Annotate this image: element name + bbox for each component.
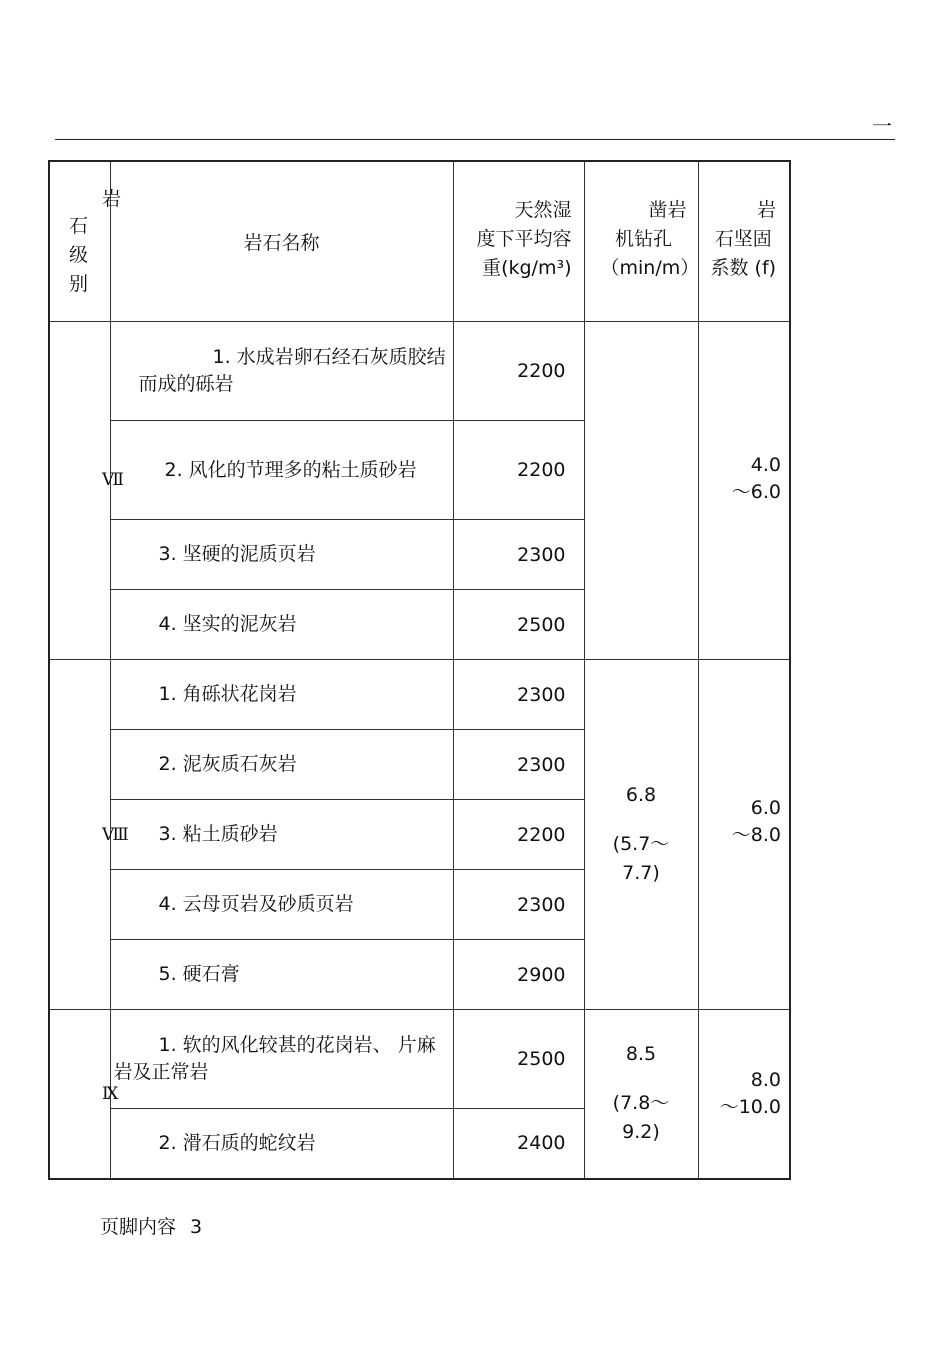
header-weight-line: 重(kg/m³) [482,257,572,279]
grade-label: Ⅶ [102,470,124,490]
rock-name: 3. 粘土质砂岩 [110,800,453,870]
coef-cell-viii [698,660,790,1010]
rock-weight: 2500 [453,1010,584,1109]
page-number: 3 [190,1216,203,1238]
header-grade-line: 级 [69,244,89,266]
header-grade-line: 别 [69,273,89,295]
coef-value: 6.0 [750,796,781,819]
drill-cell-ix [584,1010,698,1179]
coef-range: ～10.0 [719,1095,781,1118]
coef-cell-vii [698,322,790,660]
header-name: 岩石名称 [110,161,453,322]
drill-range: (5.7～7.7) [612,833,670,884]
header-weight [453,161,584,322]
drill-range: (7.8～9.2) [612,1092,670,1144]
header-drill-line: （min/m） [600,257,700,279]
table-row [49,660,790,730]
grade-cell-ix [49,1010,119,1179]
rock-weight: 2200 [453,421,584,520]
header-drill [584,161,698,322]
header-coef-line: 岩 [757,199,777,221]
rock-weight: 2900 [453,940,584,1010]
drill-avg: 8.5 [625,1043,657,1066]
rock-weight: 2300 [453,730,584,800]
header-coef-line: 系数 (f) [710,257,777,279]
rock-weight: 2400 [453,1109,584,1179]
rock-name: 3. 坚硬的泥质页岩 [110,520,453,590]
coef-value: 4.0 [750,453,781,476]
drill-cell-viii [584,660,698,1010]
rock-weight: 2300 [453,520,584,590]
header-weight-line: 天然湿 [514,199,572,221]
grade-cell-viii [49,660,129,1010]
rock-name: 1. 角砾状花岗岩 [110,660,453,730]
header-grade-line: 石 [69,215,89,237]
header-mark: 一 [872,114,892,138]
drill-avg: 6.8 [625,784,657,806]
header-coef-line: 石坚固 [714,228,772,250]
rock-name: 2. 滑石质的蛇纹岩 [110,1109,453,1179]
drill-cell-vii [584,322,698,660]
table-header-row [49,161,790,322]
header-coef [698,161,790,322]
rock-weight: 2300 [453,870,584,940]
header-grade [49,161,122,322]
rock-weight: 2500 [453,590,584,660]
coef-cell-ix [698,1010,790,1179]
rock-name: 4. 云母页岩及砂质页岩 [110,870,453,940]
grade-label: Ⅸ [102,1084,119,1104]
rock-weight: 2200 [453,800,584,870]
rock-weight: 2300 [453,660,584,730]
rock-classification-table [48,160,791,1180]
page-footer [100,1212,202,1239]
grade-cell-vii [49,322,124,660]
header-grade-rest [69,212,88,299]
rock-name: 1. 软的风化较甚的花岗岩、 片麻岩及正常岩 [110,1010,453,1109]
grade-label: Ⅷ [102,825,129,845]
header-drill-line: 机钻孔 [614,228,672,250]
rock-name: 2. 风化的节理多的粘土质砂岩 [110,421,453,520]
header-drill-line: 凿岩 [648,199,687,221]
rock-weight: 2200 [453,322,584,421]
header-rule [55,139,895,140]
header-weight-line: 度下平均容 [476,228,572,250]
coef-value: 8.0 [750,1068,781,1091]
table-row [49,322,790,421]
coef-range: ～8.0 [731,823,781,846]
rock-name: 5. 硬石膏 [110,940,453,1010]
footer-label: 页脚内容 [100,1216,177,1238]
coef-range: ～6.0 [731,480,781,503]
rock-name: 1. 水成岩卵石经石灰质胶结而成的砾岩 [110,322,453,421]
header-grade-top: 岩 [102,188,122,210]
rock-name: 2. 泥灰质石灰岩 [110,730,453,800]
table-row [49,1010,790,1109]
rock-name: 4. 坚实的泥灰岩 [110,590,453,660]
